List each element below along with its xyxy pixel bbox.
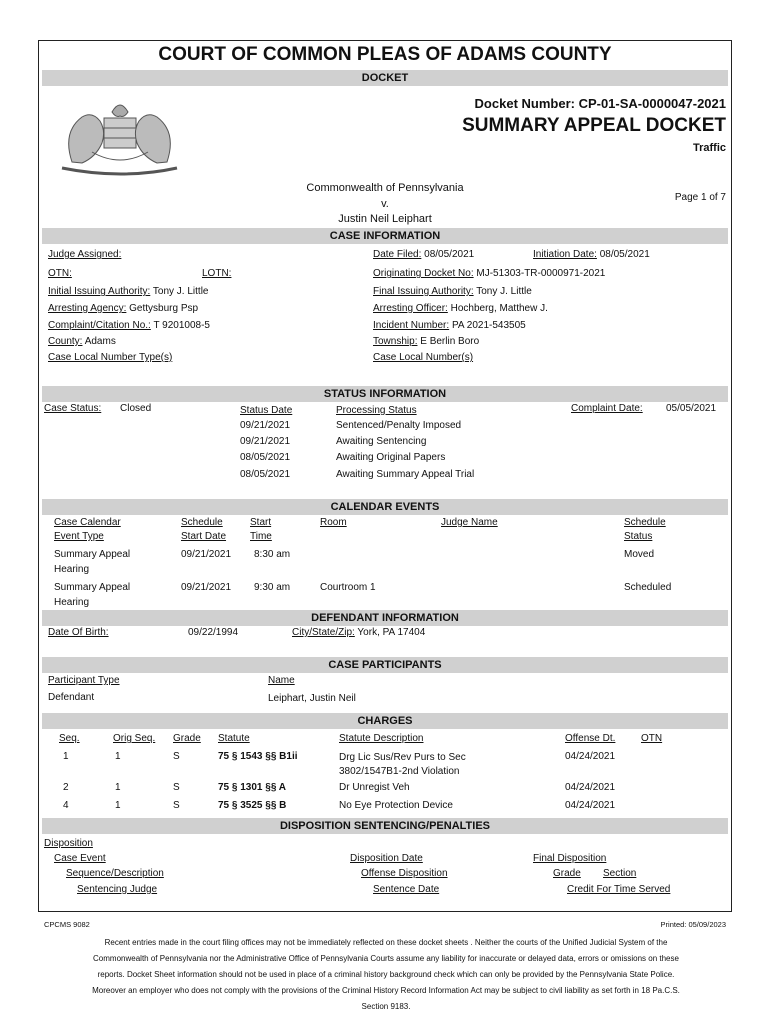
charge-statute: 75 § 1301 §§ A — [218, 782, 287, 793]
incident-number: PA 2021-543505 — [451, 320, 526, 331]
cal-date: 09/21/2021 — [181, 549, 232, 560]
party-defendant: Justin Neil Leiphart — [338, 213, 432, 225]
judge-label: Judge Assigned: — [48, 249, 122, 260]
otn-label: OTN: — [48, 268, 72, 279]
page-number: Page 1 of 7 — [674, 192, 726, 203]
charge-desc-2: 3802/1547B1-2nd Violation — [339, 766, 460, 777]
docket-type: Traffic — [692, 142, 726, 154]
township: E Berlin Boro — [420, 336, 480, 347]
disclaimer-notice: Recent entries made in the court filing offices may not be immediately reflected on these docket sheets . Neither the courts of the Unified Judicial System of the Commonwealth of Pennsylvania nor the Administrative Office of Pennsylvania Courts assume any liability for inaccurate or delayed data, errors or omissions on these reports. Docket Sheet information should not be used in place of a criminal history background check which can only be provided by the Pennsylvania State Police. Moreover an employer who does not comply with the provisions of the Criminal History Record Information Act may be subject to civil liability as set forth in 18 Pa.C.S. Section 9183. — [92, 938, 680, 1011]
charge-orig: 1 — [115, 782, 121, 793]
seq-desc-label: Sequence/Description — [66, 868, 164, 879]
participants-bar: CASE PARTICIPANTS — [42, 657, 728, 673]
disposition-label: Disposition — [44, 838, 93, 849]
versus: v. — [381, 198, 389, 210]
citation-number: T 9201008-5 — [153, 320, 210, 331]
cal-start-header: Start — [250, 517, 272, 528]
defendant-info-bar: DEFENDANT INFORMATION — [42, 610, 728, 626]
charge-desc-header: Statute Description — [339, 733, 424, 744]
arresting-agency-label: Arresting Agency: — [48, 303, 127, 314]
cal-time: 8:30 am — [254, 549, 291, 560]
charge-grade: S — [173, 751, 180, 762]
charge-orig: 1 — [115, 800, 121, 811]
local-number-type-label: Case Local Number Type(s) — [48, 352, 173, 363]
participant-name-header: Name — [268, 675, 295, 686]
complaint-date: 05/05/2021 — [666, 403, 717, 414]
initiation-label: Initiation Date: — [533, 249, 597, 260]
offense-disposition-label: Offense Disposition — [361, 868, 448, 879]
cal-event: Summary Appeal — [54, 582, 131, 593]
status-row-status: Sentenced/Penalty Imposed — [336, 420, 462, 431]
arresting-agency: Gettysburg Psp — [129, 303, 199, 314]
sentencing-judge-label: Sentencing Judge — [77, 884, 158, 895]
status-date-header: Status Date — [240, 405, 293, 416]
citation-label: Complaint/Citation No.: — [48, 320, 151, 331]
docket-title: SUMMARY APPEAL DOCKET — [462, 115, 726, 136]
calendar-bar: CALENDAR EVENTS — [42, 499, 728, 515]
court-title: COURT OF COMMON PLEAS OF ADAMS COUNTY — [158, 44, 612, 65]
date-filed-label: Date Filed: — [373, 249, 422, 260]
charge-seq: 2 — [63, 782, 69, 793]
charge-orig: 1 — [115, 751, 121, 762]
grade-label: Grade — [553, 868, 581, 879]
cal-event-2: Hearing — [54, 597, 90, 608]
local-number-label: Case Local Number(s) — [373, 352, 474, 363]
disposition-bar: DISPOSITION SENTENCING/PENALTIES — [42, 818, 728, 834]
charge-grade-header: Grade — [173, 733, 201, 744]
cal-start-header-2: Time — [250, 531, 272, 542]
cal-time: 9:30 am — [254, 582, 291, 593]
disposition-date-label: Disposition Date — [350, 853, 423, 864]
cal-date: 09/21/2021 — [181, 582, 232, 593]
docket-bar: DOCKET — [42, 70, 728, 86]
cal-room: Courtroom 1 — [320, 582, 376, 593]
arresting-officer: Hochberg, Matthew J. — [450, 303, 548, 314]
printed-date: Printed: 05/09/2023 — [660, 920, 726, 929]
dob: 09/22/1994 — [188, 627, 239, 638]
cal-judge-header: Judge Name — [441, 517, 498, 528]
participant-type: Defendant — [48, 692, 95, 703]
form-number: CPCMS 9082 — [44, 920, 90, 929]
charge-seq-header: Seq. — [59, 733, 80, 744]
incident-label: Incident Number: — [373, 320, 450, 331]
orig-docket-label: Originating Docket No: — [373, 268, 474, 279]
csz-label: City/State/Zip: — [292, 627, 355, 638]
status-row-date: 08/05/2021 — [240, 452, 291, 463]
charges-bar: CHARGES — [42, 713, 728, 729]
charge-date: 04/24/2021 — [565, 751, 616, 762]
date-filed: 08/05/2021 — [424, 249, 475, 260]
cal-event: Summary Appeal — [54, 549, 131, 560]
charge-seq: 1 — [63, 751, 69, 762]
case-status-label: Case Status: — [44, 403, 102, 414]
status-row-status: Awaiting Sentencing — [336, 436, 427, 447]
orig-docket: MJ-51303-TR-0000971-2021 — [476, 268, 606, 279]
charge-desc: Drg Lic Sus/Rev Purs to Sec — [339, 752, 466, 763]
lotn-label: LOTN: — [202, 268, 232, 279]
charge-desc: Dr Unregist Veh — [339, 782, 410, 793]
section-label: Section — [603, 868, 637, 879]
cal-sched-header-2: Start Date — [181, 531, 227, 542]
initial-authority-label: Initial Issuing Authority: — [48, 286, 151, 297]
township-label: Township: — [373, 336, 418, 347]
county: Adams — [84, 336, 116, 347]
final-disposition-label: Final Disposition — [533, 853, 607, 864]
charge-orig-header: Orig Seq. — [113, 733, 156, 744]
participant-name: Leiphart, Justin Neil — [268, 693, 356, 704]
charge-otn-header: OTN — [641, 733, 663, 744]
cal-status: Moved — [624, 549, 655, 560]
pennsylvania-seal-icon — [52, 92, 187, 178]
final-authority: Tony J. Little — [476, 286, 532, 297]
final-authority-label: Final Issuing Authority: — [373, 286, 474, 297]
cal-status: Scheduled — [624, 582, 672, 593]
arresting-officer-label: Arresting Officer: — [373, 303, 448, 314]
charge-statute-header: Statute — [218, 733, 250, 744]
processing-status-header: Processing Status — [336, 405, 417, 416]
docket-number: Docket Number: CP-01-SA-0000047-2021 — [474, 96, 726, 111]
charge-grade: S — [173, 782, 180, 793]
csz: York, PA 17404 — [357, 627, 426, 638]
case-info-bar: CASE INFORMATION — [42, 228, 728, 244]
cal-event-header: Case Calendar — [54, 517, 121, 528]
dob-label: Date Of Birth: — [48, 627, 109, 638]
credit-label: Credit For Time Served — [567, 884, 671, 895]
charge-seq: 4 — [63, 800, 69, 811]
charge-desc: No Eye Protection Device — [339, 800, 453, 811]
county-label: County: — [48, 336, 83, 347]
cal-event-header-2: Event Type — [54, 531, 104, 542]
cal-sched-header: Schedule — [181, 517, 223, 528]
party-plaintiff: Commonwealth of Pennsylvania — [306, 182, 464, 194]
charge-date: 04/24/2021 — [565, 782, 616, 793]
cal-status-header-2: Status — [624, 531, 653, 542]
charge-date: 04/24/2021 — [565, 800, 616, 811]
complaint-date-label: Complaint Date: — [571, 403, 643, 414]
case-status: Closed — [120, 403, 152, 414]
cal-event-2: Hearing — [54, 564, 90, 575]
initial-authority: Tony J. Little — [152, 286, 209, 297]
status-row-status: Awaiting Original Papers — [336, 452, 446, 463]
charge-grade: S — [173, 800, 180, 811]
status-row-date: 08/05/2021 — [240, 469, 291, 480]
charge-offense-header: Offense Dt. — [565, 733, 616, 744]
sentence-date-label: Sentence Date — [373, 884, 440, 895]
charge-statute: 75 § 1543 §§ B1ii — [218, 751, 298, 762]
cal-status-header: Schedule — [624, 517, 666, 528]
status-info-bar: STATUS INFORMATION — [42, 386, 728, 402]
initiation-date: 08/05/2021 — [599, 249, 650, 260]
status-row-date: 09/21/2021 — [240, 420, 291, 431]
charge-statute: 75 § 3525 §§ B — [218, 800, 287, 811]
status-row-date: 09/21/2021 — [240, 436, 291, 447]
cal-room-header: Room — [320, 517, 347, 528]
case-event-label: Case Event — [54, 853, 106, 864]
participant-type-header: Participant Type — [48, 675, 120, 686]
status-row-status: Awaiting Summary Appeal Trial — [336, 469, 475, 480]
